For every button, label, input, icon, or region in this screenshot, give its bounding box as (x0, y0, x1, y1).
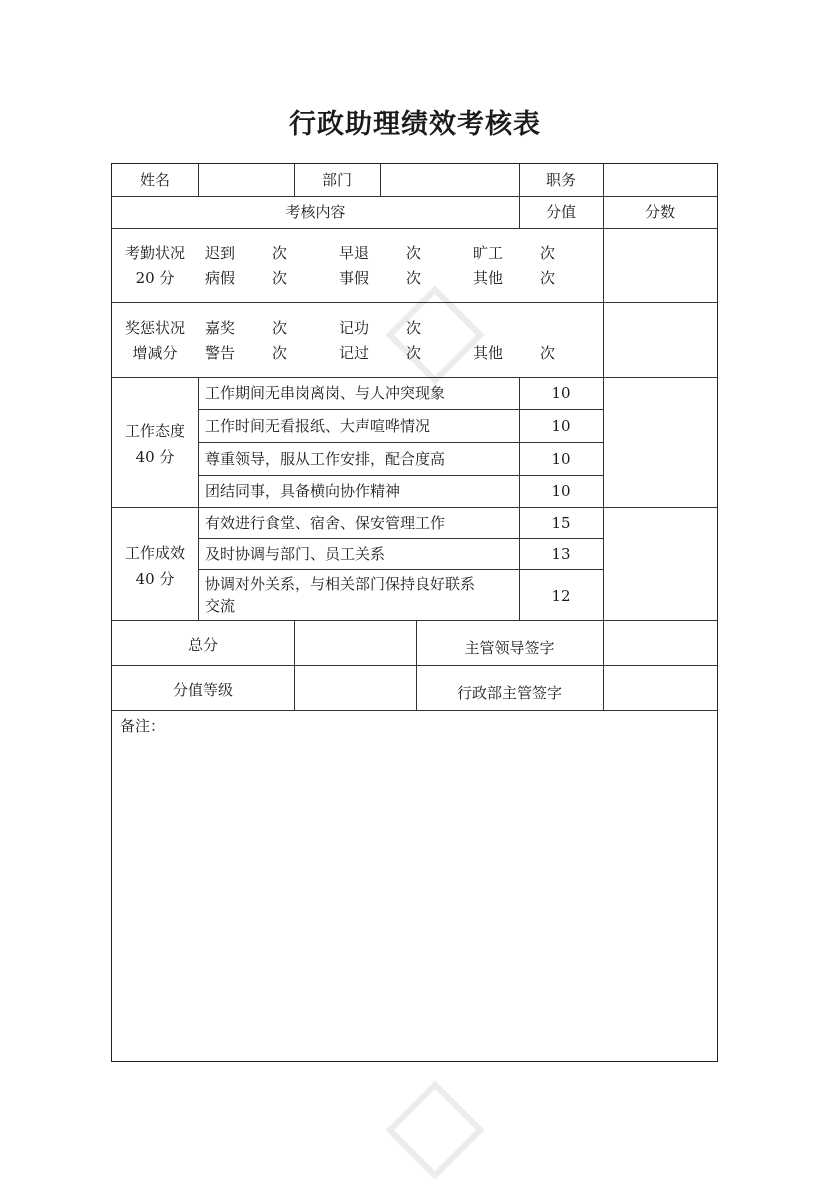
dept-label: 部门 (321, 171, 352, 189)
score-header: 分数 (644, 203, 675, 221)
remarks-area[interactable] (112, 739, 717, 1059)
times-label: 次 (272, 344, 288, 362)
attitude-item: 工作时间无看报纸、大声喧哗情况 (205, 417, 431, 435)
other-label: 其他 (473, 269, 504, 287)
merit-label: 记功 (339, 319, 370, 337)
personal-leave-label: 事假 (339, 269, 370, 287)
results-points: 40 分 (135, 570, 175, 588)
times-label: 次 (540, 244, 556, 262)
position-label: 职务 (545, 171, 576, 189)
warning-label: 警告 (205, 344, 236, 362)
attendance-points: 20 分 (135, 269, 175, 287)
page-title: 行政助理绩效考核表 (289, 109, 541, 140)
attitude-item-value: 10 (551, 482, 571, 500)
admin-sign-label: 行政部主管签字 (456, 684, 562, 702)
sick-leave-label: 病假 (205, 269, 236, 287)
results-label: 工作成效 (124, 544, 185, 562)
times-label: 次 (406, 244, 422, 262)
reward-label: 奖惩状况 (124, 319, 185, 337)
attitude-item-value: 10 (551, 417, 571, 435)
times-label: 次 (406, 269, 422, 287)
results-item: 及时协调与部门、员工关系 (205, 545, 386, 563)
leave-early-label: 早退 (339, 244, 370, 262)
times-label: 次 (540, 269, 556, 287)
times-label: 次 (272, 319, 288, 337)
total-label: 总分 (187, 636, 218, 654)
supervisor-sign-label: 主管领导签字 (464, 639, 555, 657)
attitude-item-value: 10 (551, 450, 571, 468)
attitude-item: 团结同事，具备横向协作精神 (205, 482, 401, 500)
demerit-label: 记过 (339, 344, 370, 362)
reward-points: 增减分 (132, 344, 178, 362)
times-label: 次 (406, 319, 422, 337)
name-label: 姓名 (139, 171, 170, 189)
name-input-cell[interactable] (199, 164, 294, 196)
times-label: 次 (272, 244, 288, 262)
attitude-points: 40 分 (135, 448, 175, 466)
total-input-cell[interactable] (295, 621, 415, 665)
absent-label: 旷工 (473, 244, 504, 262)
attitude-item-value: 10 (551, 384, 571, 402)
results-item: 有效进行食堂、宿舍、保安管理工作 (205, 514, 446, 532)
results-item-value: 12 (551, 587, 571, 605)
late-label: 迟到 (205, 244, 236, 262)
times-label: 次 (272, 269, 288, 287)
score-value-header: 分值 (545, 203, 576, 221)
results-item: 协调对外关系，与相关部门保持良好联系 (205, 575, 476, 593)
times-label: 次 (540, 344, 556, 362)
other-label: 其他 (473, 344, 504, 362)
attitude-item: 工作期间无串岗离岗、与人冲突现象 (205, 384, 446, 402)
appraisal-table (111, 163, 718, 1062)
content-header: 考核内容 (285, 203, 346, 221)
grade-label: 分值等级 (172, 681, 233, 699)
admin-sign-cell[interactable] (604, 666, 717, 710)
results-item-cont: 交流 (205, 597, 236, 615)
times-label: 次 (406, 344, 422, 362)
grade-input-cell[interactable] (295, 666, 415, 710)
watermark-icon (386, 1081, 485, 1180)
commendation-label: 嘉奖 (205, 319, 236, 337)
attitude-label: 工作态度 (124, 422, 185, 440)
attitude-item: 尊重领导，服从工作安排，配合度高 (205, 450, 446, 468)
results-item-value: 15 (551, 514, 571, 532)
supervisor-sign-cell[interactable] (604, 621, 717, 665)
remarks-label: 备注： (120, 717, 166, 735)
results-item-value: 13 (551, 545, 571, 563)
position-input-cell[interactable] (604, 164, 717, 196)
attendance-label: 考勤状况 (124, 244, 185, 262)
dept-input-cell[interactable] (381, 164, 519, 196)
